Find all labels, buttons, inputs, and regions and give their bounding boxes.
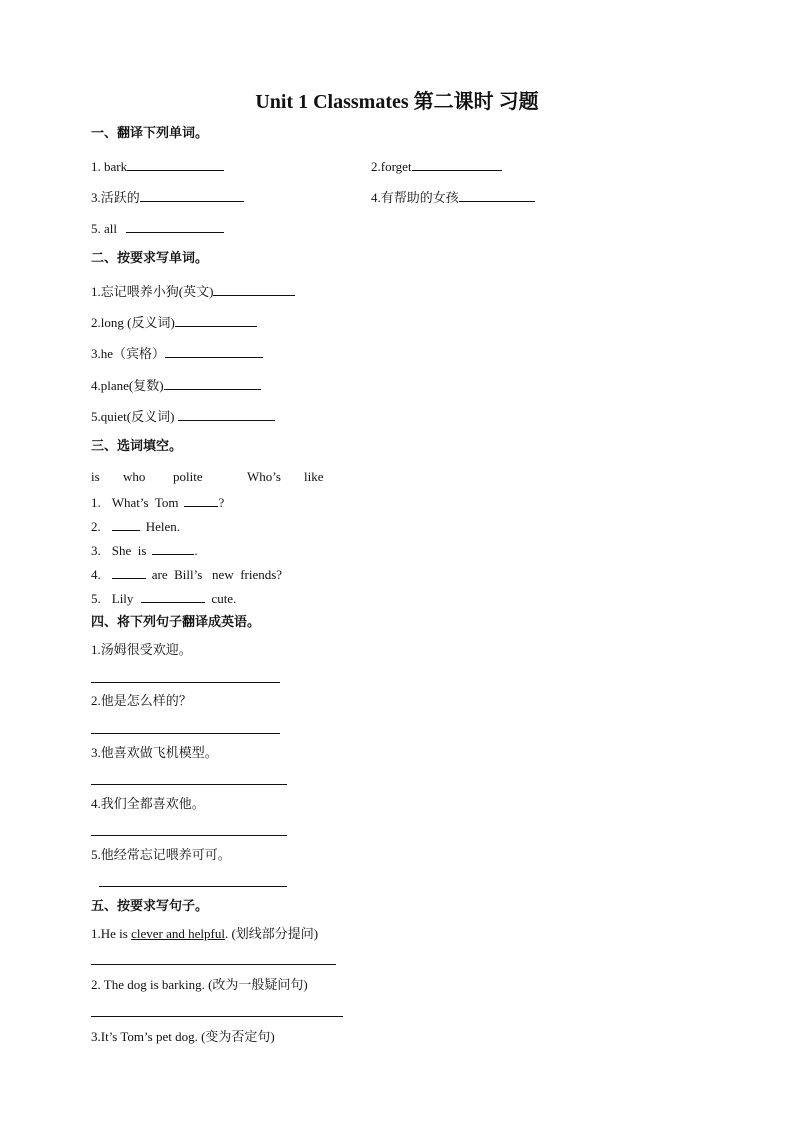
- s2-item-4-label: 4.plane(复数): [91, 378, 164, 393]
- answer-line[interactable]: [91, 784, 287, 785]
- section-5-heading: 五、按要求写句子。: [91, 898, 209, 913]
- s3-item-num: 1.: [91, 495, 101, 510]
- s2-item-3-label: 3.he（宾格）: [91, 346, 166, 361]
- answer-line[interactable]: [91, 682, 280, 683]
- answer-line[interactable]: [91, 733, 280, 734]
- section-4-heading: 四、将下列句子翻译成英语。: [91, 614, 261, 629]
- s4-item-5: 5.他经常忘记喂养可可。: [91, 847, 231, 862]
- s3-item-num: 5.: [91, 591, 101, 606]
- answer-blank[interactable]: [112, 517, 140, 531]
- s5-item-3: 3.It’s Tom’s pet dog. (变为否定句): [91, 1029, 275, 1044]
- s3-item-num: 4.: [91, 567, 101, 582]
- answer-blank[interactable]: [140, 188, 244, 202]
- s3-item-num: 2.: [91, 519, 101, 534]
- s2-item-4: [91, 376, 261, 394]
- s3-item-1: [91, 493, 224, 511]
- s2-item-2-label: 2.long (反义词): [91, 315, 175, 330]
- s1-item-2: [371, 157, 502, 175]
- s3-item-after: ?: [218, 495, 225, 510]
- s3-item-num: 3.: [91, 543, 101, 558]
- answer-blank[interactable]: [112, 565, 146, 579]
- s1-item-1-label: 1. bark: [91, 159, 128, 174]
- s2-item-5: [91, 407, 275, 425]
- s3-item-5: [91, 589, 236, 607]
- word-bank-item: is: [91, 469, 100, 484]
- word-bank-item: who: [123, 469, 146, 484]
- answer-blank[interactable]: [213, 282, 295, 296]
- s2-item-5-label: 5.quiet(反义词): [91, 409, 175, 424]
- s3-item-3: [91, 541, 198, 559]
- s1-item-5: [91, 219, 224, 237]
- answer-line[interactable]: [91, 835, 287, 836]
- word-bank-item: like: [304, 469, 324, 484]
- section-3-heading: 三、选词填空。: [91, 438, 183, 453]
- s3-item-after: Helen.: [145, 519, 181, 534]
- answer-line[interactable]: [99, 886, 287, 887]
- s3-item-after: are Bill’s new friends?: [151, 567, 283, 582]
- s2-item-1-label: 1.忘记喂养小狗(英文): [91, 284, 214, 299]
- answer-blank[interactable]: [165, 344, 263, 358]
- answer-blank[interactable]: [126, 219, 224, 233]
- s1-item-2-label: 2.forget: [371, 159, 412, 174]
- s5-item-1-underlined: clever and helpful: [131, 926, 225, 941]
- answer-blank[interactable]: [412, 157, 502, 171]
- s2-item-3: [91, 344, 263, 362]
- s3-item-before: What’s Tom: [111, 495, 179, 510]
- s5-item-1: [91, 926, 318, 942]
- s1-item-4: [371, 188, 535, 206]
- s2-item-2: [91, 313, 257, 331]
- s5-item-1-prefix: 1.He is: [91, 926, 132, 941]
- s3-item-4: [91, 565, 282, 583]
- s1-item-3-label: 3.活跃的: [91, 190, 140, 205]
- s4-item-2: 2.他是怎么样的？: [91, 693, 192, 708]
- s5-item-1-suffix: . (划线部分提问): [224, 926, 319, 941]
- section-2-heading: 二、按要求写单词。: [91, 250, 209, 265]
- s1-item-1: [91, 157, 224, 175]
- section-1-heading: 一、翻译下列单词。: [91, 125, 209, 140]
- answer-blank[interactable]: [141, 589, 205, 603]
- s4-item-1: 1.汤姆很受欢迎。: [91, 642, 192, 657]
- s1-item-4-label: 4.有帮助的女孩: [371, 190, 459, 205]
- answer-blank[interactable]: [152, 541, 194, 555]
- s1-item-5-label: 5. all: [91, 221, 117, 236]
- s3-item-before: She is: [111, 543, 147, 558]
- s4-item-4: 4.我们全都喜欢他。: [91, 796, 205, 811]
- s4-item-3: 3.他喜欢做飞机模型。: [91, 745, 218, 760]
- s3-item-after: cute.: [211, 591, 237, 606]
- s3-item-after: .: [194, 543, 198, 558]
- answer-blank[interactable]: [164, 376, 261, 390]
- s2-item-1: [91, 282, 295, 300]
- s1-item-3: [91, 188, 244, 206]
- s3-item-before: Lily: [111, 591, 134, 606]
- answer-line[interactable]: [91, 964, 336, 965]
- answer-blank[interactable]: [459, 188, 535, 202]
- answer-blank[interactable]: [184, 493, 218, 507]
- word-bank-item: Who’s: [247, 469, 281, 484]
- s5-item-2: 2. The dog is barking. (改为一般疑问句): [91, 977, 308, 992]
- answer-blank[interactable]: [175, 313, 257, 327]
- s3-item-2: [91, 517, 180, 535]
- answer-line[interactable]: [91, 1016, 343, 1017]
- answer-blank[interactable]: [127, 157, 224, 171]
- page-title: Unit 1 Classmates 第二课时 习题: [255, 91, 539, 113]
- answer-blank[interactable]: [178, 407, 275, 421]
- word-bank-item: polite: [173, 469, 203, 484]
